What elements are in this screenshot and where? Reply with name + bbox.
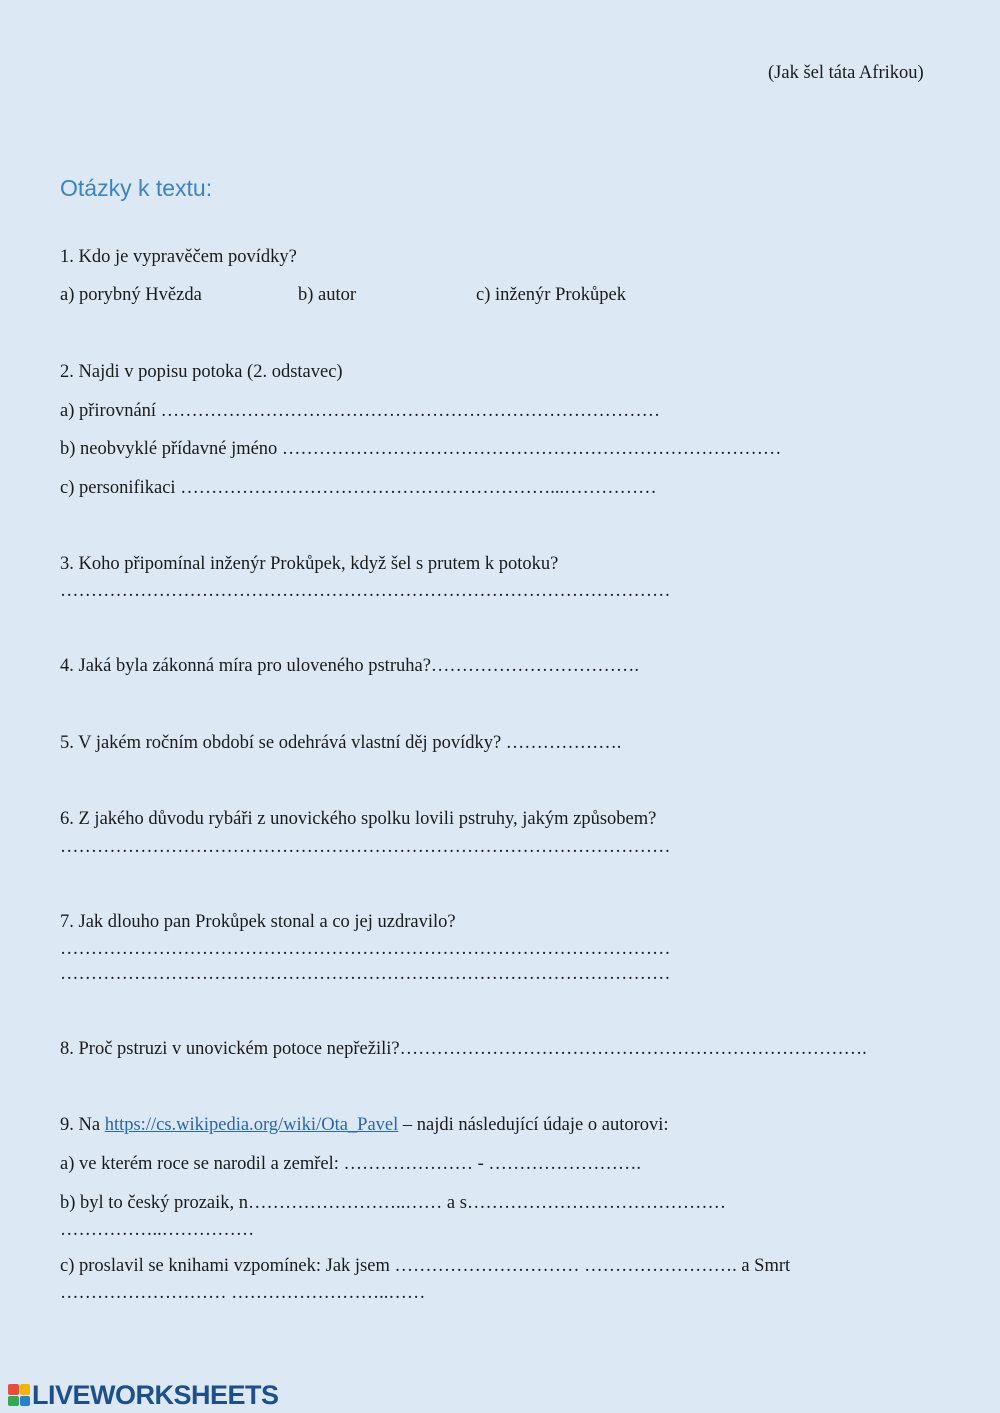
question-5[interactable]: 5. V jakém ročním období se odehrává vlastní děj povídky? ………………. (60, 733, 622, 753)
q7-answer-line-2[interactable]: ……………………………………………………………………………………… (60, 964, 671, 984)
q9-prefix: 9. Na (60, 1115, 105, 1135)
q3-answer-line[interactable]: ……………………………………………………………………………………… (60, 581, 671, 601)
question-1: 1. Kdo je vypravěčem povídky? (60, 247, 297, 267)
q2-answer-b[interactable]: b) neobvyklé přídavné jméno ……………………………………………………………………… (60, 439, 782, 459)
question-6: 6. Z jakého důvodu rybáři z unovického spolku lovili pstruhy, jakým způsobem? (60, 809, 657, 829)
q9-suffix: – najdi následující údaje o autorovi: (398, 1115, 669, 1135)
page-title: Otázky k textu: (60, 175, 213, 201)
q9-answer-c-continued[interactable]: ……………………… ……………………..…… (60, 1283, 426, 1303)
q1-option-c[interactable]: c) inženýr Prokůpek (476, 285, 627, 305)
q1-option-b[interactable]: b) autor (298, 285, 357, 305)
wikipedia-link[interactable]: https://cs.wikipedia.org/wiki/Ota_Pavel (104, 1115, 399, 1135)
logo-text: LIVEWORKSHEETS (32, 1379, 279, 1410)
question-2: 2. Najdi v popisu potoka (2. odstavec) (60, 362, 343, 382)
q9-answer-c[interactable]: c) proslavil se knihami vzpomínek: Jak jsem ………………………… ……………………. a Smrt (60, 1256, 791, 1276)
q9-answer-b[interactable]: b) byl to český prozaik, n……………………..…… a s…………………………………… (60, 1193, 726, 1213)
story-title: (Jak šel táta Afrikou) (768, 63, 924, 83)
question-4[interactable]: 4. Jaká byla zákonná míra pro uloveného pstruha?……………………………. (60, 656, 640, 676)
logo-mark-icon (8, 1384, 30, 1406)
q2-answer-c[interactable]: c) personifikaci ……………………………………………………...…………… (60, 478, 657, 498)
q9-answer-a[interactable]: a) ve kterém roce se narodil a zemřel: ………………… - ……………………. (60, 1154, 642, 1174)
question-3: 3. Koho připomínal inženýr Prokůpek, když šel s prutem k potoku? (60, 554, 559, 574)
question-9 (60, 1116, 669, 1135)
question-7: 7. Jak dlouho pan Prokůpek stonal a co jej uzdravilo? (60, 912, 456, 932)
q6-answer-line[interactable]: ……………………………………………………………………………………… (60, 837, 671, 857)
q9-answer-b-continued[interactable]: ……………..…………… (60, 1220, 255, 1240)
question-8[interactable]: 8. Proč pstruzi v unovickém potoce nepřežili?…………………………………………………………………. (60, 1039, 867, 1059)
q2-answer-a[interactable]: a) přirovnání ……………………………………………………………………… (60, 401, 661, 421)
q7-answer-line-1[interactable]: ……………………………………………………………………………………… (60, 939, 671, 959)
q1-option-a[interactable]: a) porybný Hvězda (60, 285, 202, 305)
liveworksheets-logo (8, 1381, 279, 1409)
